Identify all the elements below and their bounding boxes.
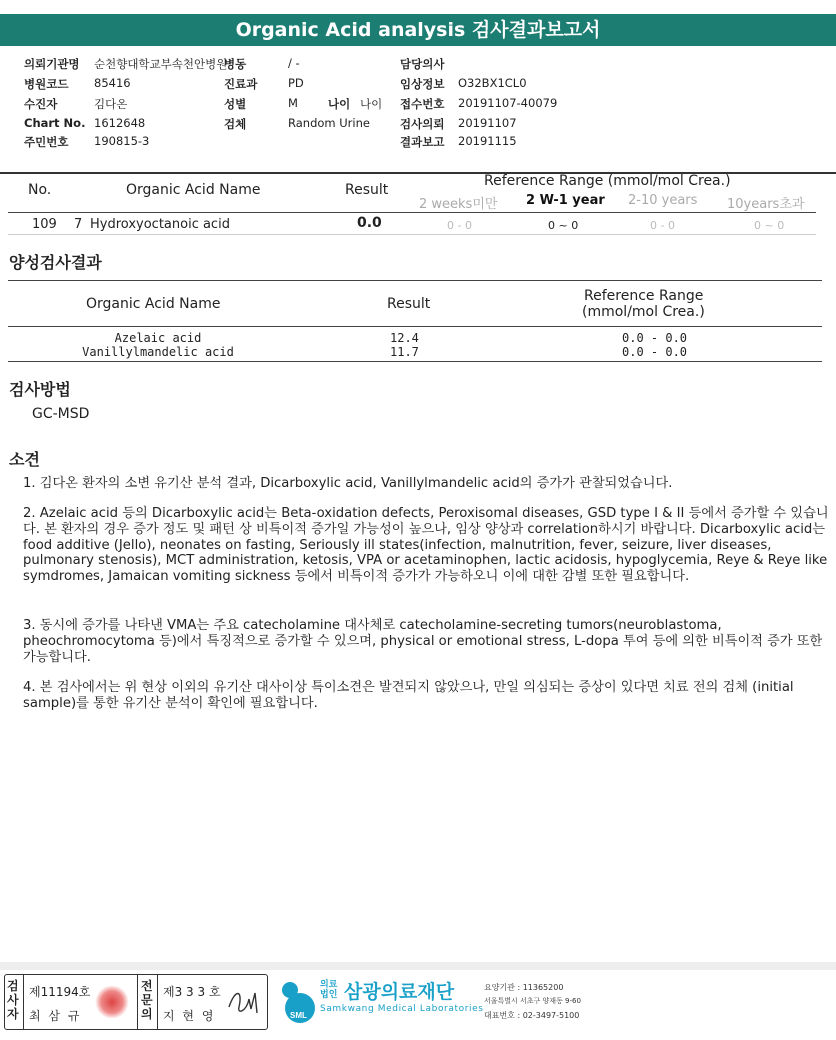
label-receipt-no: 접수번호: [400, 97, 445, 111]
label-hospital-code: 병원코드: [24, 77, 69, 91]
pos-row-1-name: Azelaic acid: [114, 331, 202, 345]
value-hospital-code: 85416: [94, 76, 131, 90]
pos-row-2-name: Vanillylmandelic acid: [82, 345, 234, 359]
row-ref-4: 0 ~ 0: [754, 219, 785, 232]
value-request-date: 20191107: [458, 116, 517, 130]
row-name: Hydroxyoctanoic acid: [90, 217, 230, 232]
label-resident-no: 주민번호: [24, 135, 69, 149]
tester-name: 최 삼 규: [29, 1009, 82, 1023]
value-receipt-no: 20191107-40079: [458, 96, 558, 110]
logo-text: SML: [290, 1011, 307, 1020]
row-sub: 7: [74, 217, 83, 232]
row-no: 109: [32, 217, 57, 232]
value-resident-no: 190815-3: [94, 134, 150, 148]
org-code: 요양기관 : 11365200: [484, 983, 564, 992]
ref-group-1: 2 weeks미만: [419, 197, 498, 212]
pos-row-1-ref: 0.0 - 0.0: [622, 331, 688, 345]
ref-group-2: 2 W-1 year: [526, 193, 605, 208]
value-ward: / -: [288, 56, 300, 70]
value-report-date: 20191115: [458, 134, 517, 148]
org-name: 삼광의료재단: [344, 981, 455, 1003]
value-patient: 김다온: [94, 97, 128, 111]
col-no: No.: [28, 182, 52, 198]
col-reference: Reference Range (mmol/mol Crea.): [484, 173, 731, 189]
label-chart-no: Chart No.: [24, 116, 86, 130]
divider: [8, 212, 816, 213]
label-institution: 의뢰기관명: [24, 57, 80, 71]
value-chart-no: 1612648: [94, 116, 146, 130]
opinion-title: 소견: [9, 450, 40, 469]
opinion-paragraph-4: 4. 본 검사에서는 위 현상 이외의 유기산 대사이상 특이소견은 발견되지 않았으나, 만일 의심되는 증상이 있다면 치료 전의 검체 (initial sample)를 통한 유기산 분석이 확인에 필요합니다.: [23, 680, 794, 711]
label-doctor: 담당의사: [400, 57, 445, 71]
divider: [157, 975, 158, 1029]
label-sex: 성별: [224, 97, 247, 111]
value-specimen: Random Urine: [288, 116, 370, 130]
pos-row-2-result: 11.7: [390, 345, 419, 359]
label-clinical-info: 임상정보: [400, 77, 445, 91]
label-department: 진료과: [224, 77, 258, 91]
pos-row-2-ref: 0.0 - 0.0: [622, 345, 688, 359]
divider: [8, 280, 822, 281]
seal-stamp: [95, 985, 129, 1019]
report-title: Organic Acid analysis 검사결과보고서: [0, 14, 836, 46]
opinion-paragraph-2: 2. Azelaic acid 등의 Dicarboxylic acid는 Beta-oxidation defects, Peroxisomal diseases, GSD type I & II 등에서 증가할 수 있습니다. 본 환자의 경우 증가 정도 및 패턴 상 비특이적 증가일 가능성이 높으나, 임상 양상과 correlation하시기 바랍니다. Dicarboxylic acid는 food additive (Jello), neonates on fasting, Seriously ill states(infection, malnutrition, fever, seizure, liver diseases, pulmonary stenosis), MCT administration, ketosis, VPA or acetaminophen, lactic acidosis, hypoglycemia, Reye & Reye like symdromes, Jamaican vomiting sickness 등에서 비특이적 증가가 가능하오니 이에 대한 감별 또한 필요합니다.: [23, 506, 829, 585]
col-result: Result: [345, 182, 389, 198]
org-en: Samkwang Medical Laboratories: [320, 1004, 484, 1014]
label-age: 나이: [328, 97, 351, 111]
footer-band: [0, 962, 836, 970]
tester-label: 검사자: [7, 979, 19, 1021]
opinion-paragraph-1: 1. 김다온 환자의 소변 유기산 분석 결과, Dicarboxylic acid, Vanillylmandelic acid의 증가가 관찰되었습니다.: [23, 476, 673, 491]
pos-col-result: Result: [387, 296, 431, 312]
row-result: 0.0: [357, 215, 382, 231]
ref-group-3: 2-10 years: [628, 193, 698, 208]
label-specimen: 검체: [224, 117, 247, 131]
doctor-no: 제3 3 3 호: [163, 985, 221, 999]
divider: [8, 361, 822, 362]
value-age: 나이: [360, 97, 383, 111]
label-ward: 병동: [224, 57, 247, 71]
row-ref-3: 0 - 0: [650, 219, 675, 232]
org-type-1: 의료: [320, 980, 338, 990]
signature: [225, 985, 263, 1019]
pos-col-ref-unit: (mmol/mol Crea.): [582, 304, 705, 320]
positive-title: 양성검사결과: [9, 253, 102, 272]
signature-box: [4, 974, 268, 1030]
pos-col-ref: Reference Range: [584, 288, 704, 304]
row-ref-2: 0 ~ 0: [548, 219, 579, 232]
col-name: Organic Acid Name: [126, 182, 261, 198]
row-ref-1: 0 - 0: [447, 219, 472, 232]
divider: [137, 975, 138, 1029]
doctor-label: 전문의: [141, 979, 153, 1021]
org-address: 서울특별시 서초구 양재동 9-60: [484, 997, 581, 1005]
value-clinical-info: O32BX1CL0: [458, 76, 527, 90]
value-sex: M: [288, 96, 298, 110]
pos-col-name: Organic Acid Name: [86, 296, 221, 312]
method-title: 검사방법: [9, 380, 71, 399]
method-value: GC-MSD: [32, 406, 90, 422]
org-phone: 대표번호 : 02-3497-5100: [484, 1011, 580, 1020]
tester-no: 제11194호: [29, 985, 91, 999]
org-type: [320, 980, 337, 1000]
ref-group-4: 10years초과: [727, 197, 805, 212]
value-department: PD: [288, 76, 304, 90]
divider: [8, 234, 816, 235]
label-request-date: 검사의뢰: [400, 117, 445, 131]
label-report-date: 결과보고: [400, 135, 445, 149]
pos-row-1-result: 12.4: [390, 331, 419, 345]
sml-logo-icon: [272, 976, 318, 1028]
value-institution: 순천향대학교부속천안병원: [94, 57, 228, 71]
divider: [23, 975, 24, 1029]
label-patient: 수진자: [24, 97, 58, 111]
patient-info: [24, 56, 824, 156]
opinion-paragraph-3: 3. 동시에 증가를 나타낸 VMA는 주요 catecholamine 대사체로 catecholamine-secreting tumors(neuroblastoma, pheochromocytoma 등)에서 특징적으로 증가할 수 있으며, physical or emotional stress, L-dopa 투여 등에 의한 비특이적 증가 또한 가능합니다.: [23, 618, 823, 665]
doctor-name: 지 현 영: [163, 1009, 216, 1023]
org-type-2: 법인: [320, 990, 338, 1000]
divider: [8, 326, 822, 327]
